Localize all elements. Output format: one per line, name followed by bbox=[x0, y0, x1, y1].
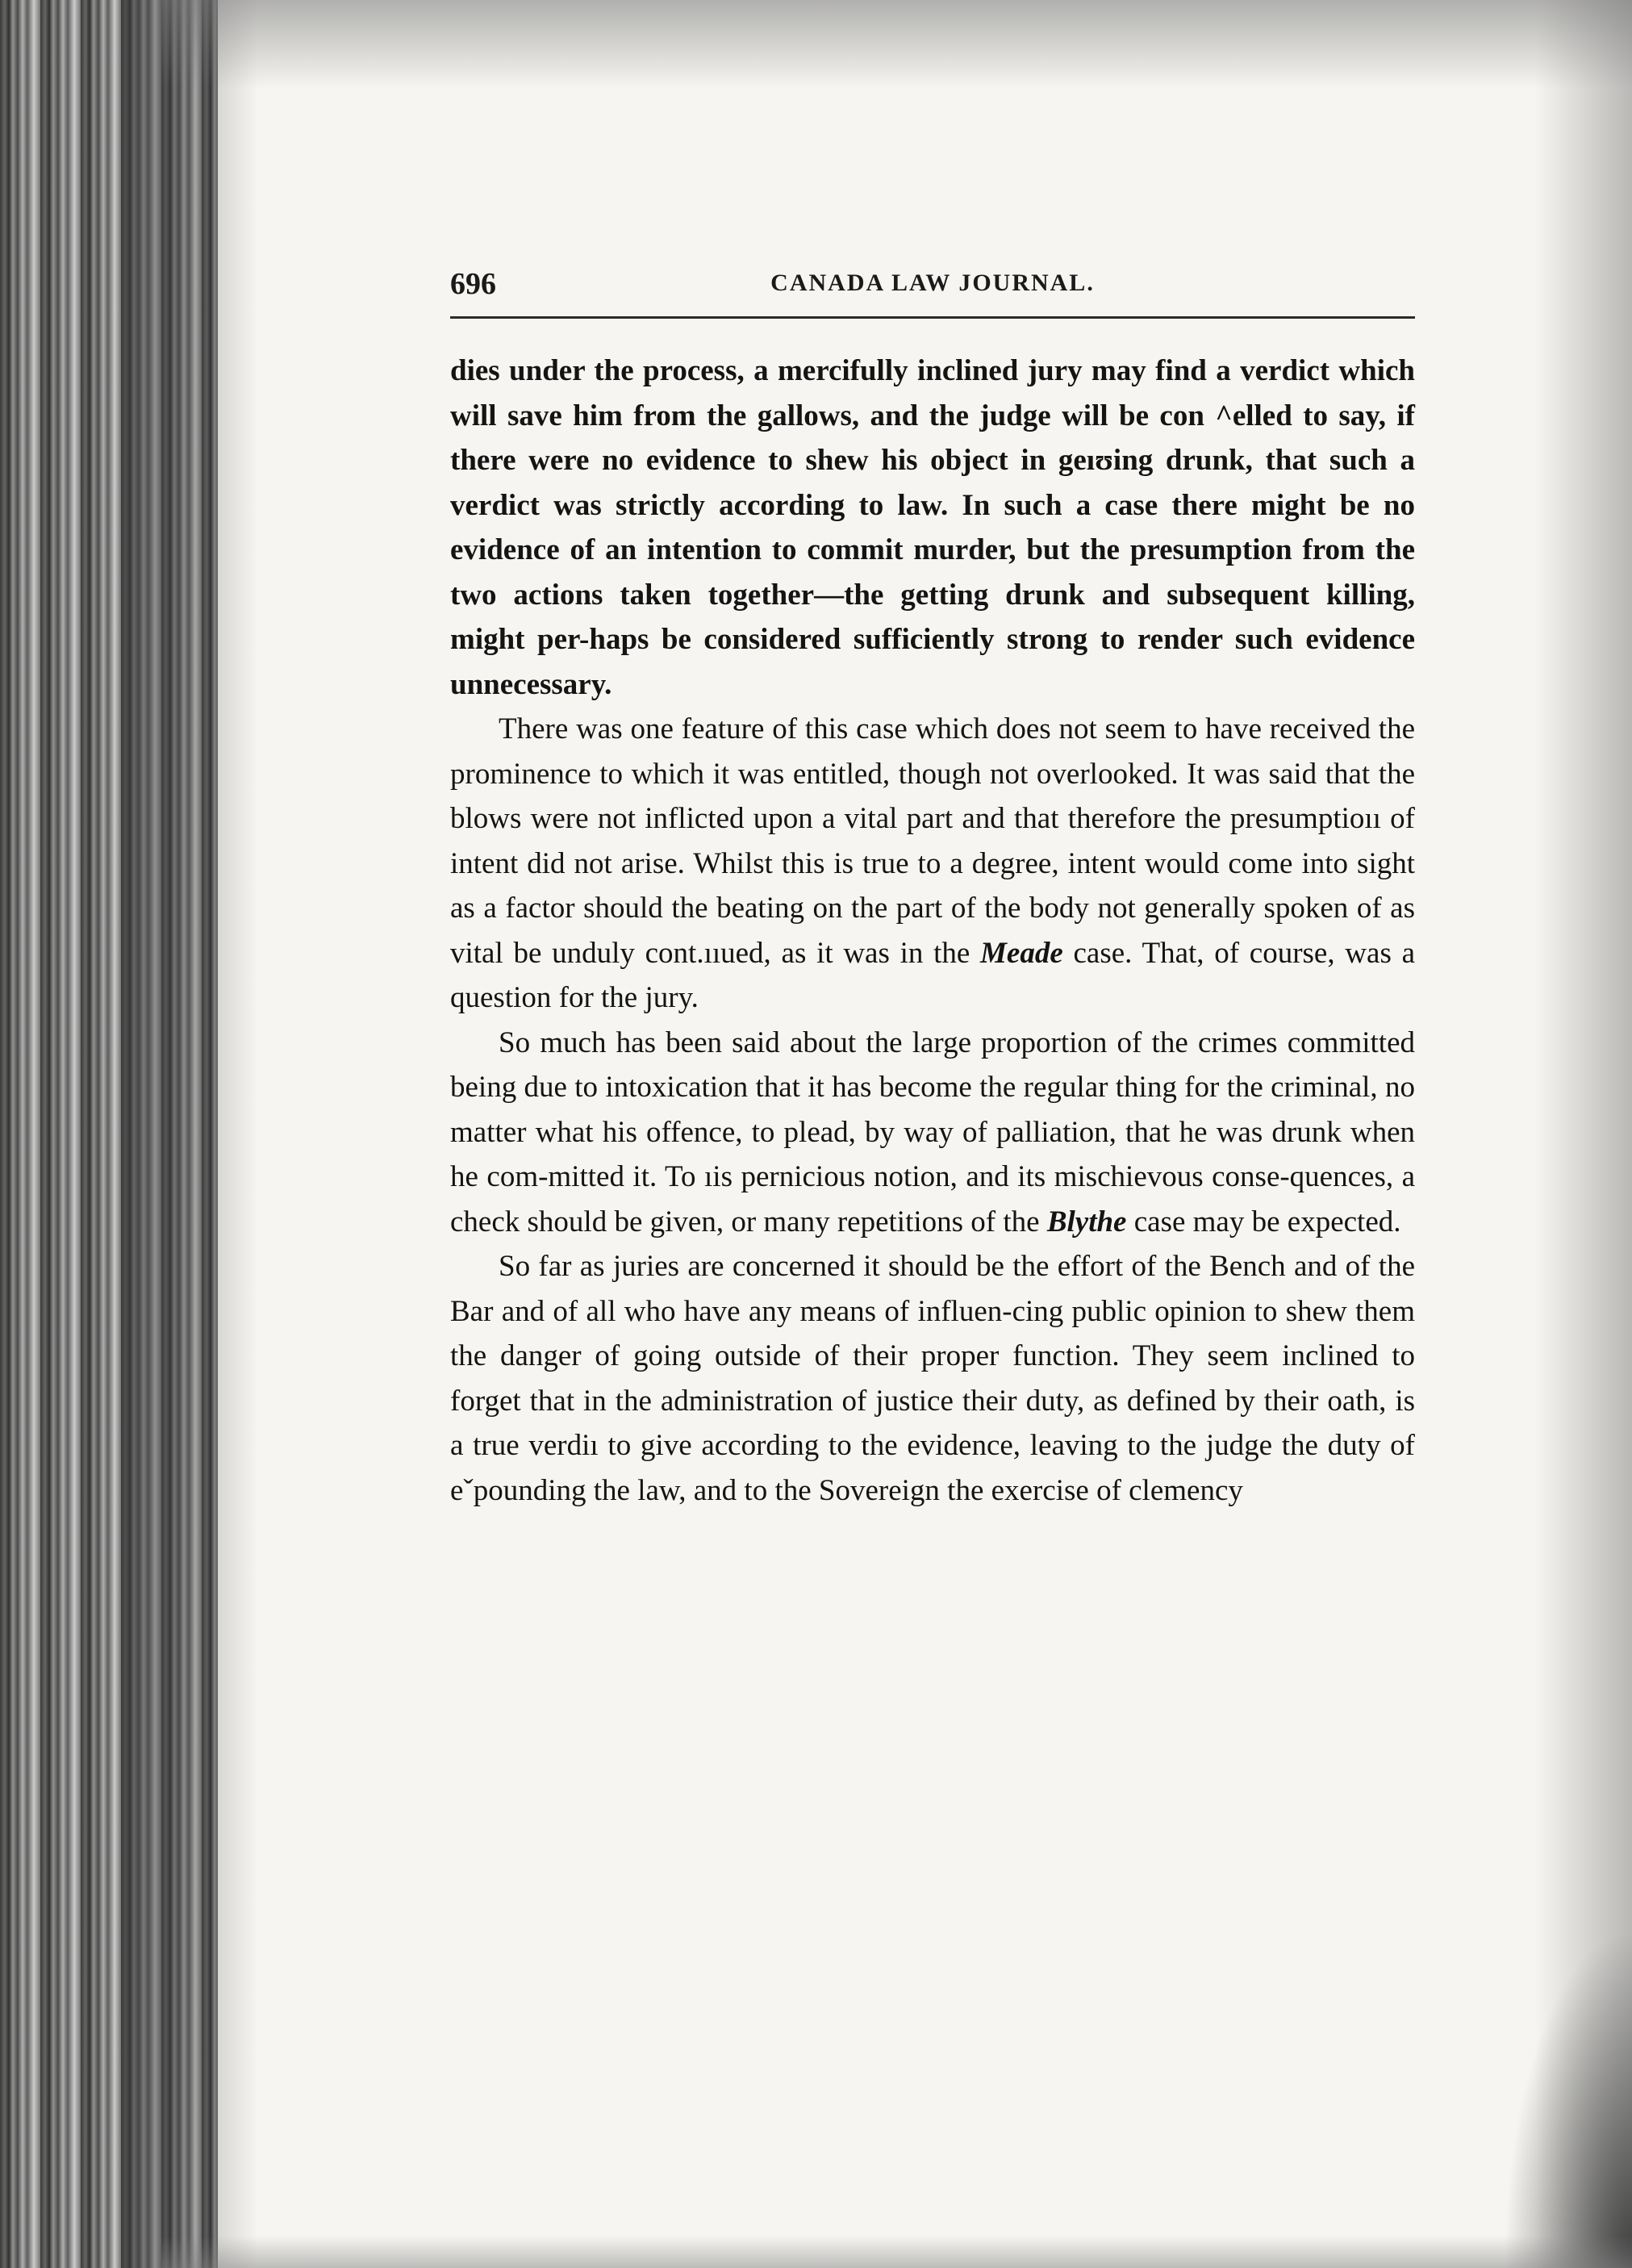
page-header bbox=[450, 266, 1415, 315]
right-scan-edge bbox=[1535, 0, 1632, 2268]
header-rule bbox=[450, 316, 1415, 319]
top-scan-edge bbox=[161, 0, 1632, 89]
case-name-blythe: Blythe bbox=[1046, 1205, 1127, 1238]
page-number: 696 bbox=[450, 267, 496, 301]
paragraph-2 bbox=[450, 707, 1415, 1021]
paragraph-2-text-a: There was one feature of this case which does not seem to have received the prominence to which it was entitled, though not overlooked. It was said that the blows were not inflicted upon a vital part and that therefore the presumptioıı of intent did not arise. Whilst this is true to a degree, intent would come into sight as a factor should the beating on the part of the body not generally spoken of as vital be unduly cont.ııued, as it was in the bbox=[450, 712, 1415, 970]
case-name-meade: Meade bbox=[980, 936, 1063, 970]
paragraph-3-text-a: So much has been said about the large proportion of the crimes committed being due to intoxication that it has become the regular thing for the criminal, no matter what his offence, to plead, by way of palliation, that he was drunk when he com-mitted it. To ıis pernicious notion, and its mischievous conse-quences, a check should be given, or many repetitions of the bbox=[450, 1025, 1415, 1238]
paragraph-4: So far as juries are concerned it should be the effort of the Bench and of the Bar and of all who have any means of influen-cing public opinion to shew them the danger of going outside of their proper function. They seem inclined to forget that in the administration of justice their duty, as defined by their oath, is a true verdiı to give according to the evidence, leaving to the judge the duty of eˇpounding the law, and to the Sovereign the exercise of clemency bbox=[450, 1250, 1415, 1507]
body-text bbox=[450, 349, 1415, 1513]
bottom-right-corner-shadow bbox=[1503, 1929, 1632, 2268]
paragraph-3 bbox=[450, 1021, 1415, 1245]
paragraph-1: dies under the process, a mercifully inclined jury may find a verdict which will save him from the gallows, and the judge will be con ^elled to say, if there were no evidence to shew his object in geıʊing drunk, that such a verdict was strictly according to law. In such a case there might be no evidence of an intention to commit murder, but the presumption from the two actions taken together—the getting drunk and subsequent killing, might per-haps be considered sufficiently strong to render such evidence unnecessary. bbox=[450, 354, 1415, 701]
running-head: CANADA LAW JOURNAL. bbox=[770, 269, 1095, 296]
paragraph-2-text-b: case. That, of course, was a question for the jury. bbox=[450, 936, 1415, 1014]
bottom-scan-edge bbox=[161, 2236, 1632, 2268]
binding-fade bbox=[121, 0, 258, 2268]
paragraph-3-text-b: case may be expected. bbox=[1126, 1205, 1401, 1238]
